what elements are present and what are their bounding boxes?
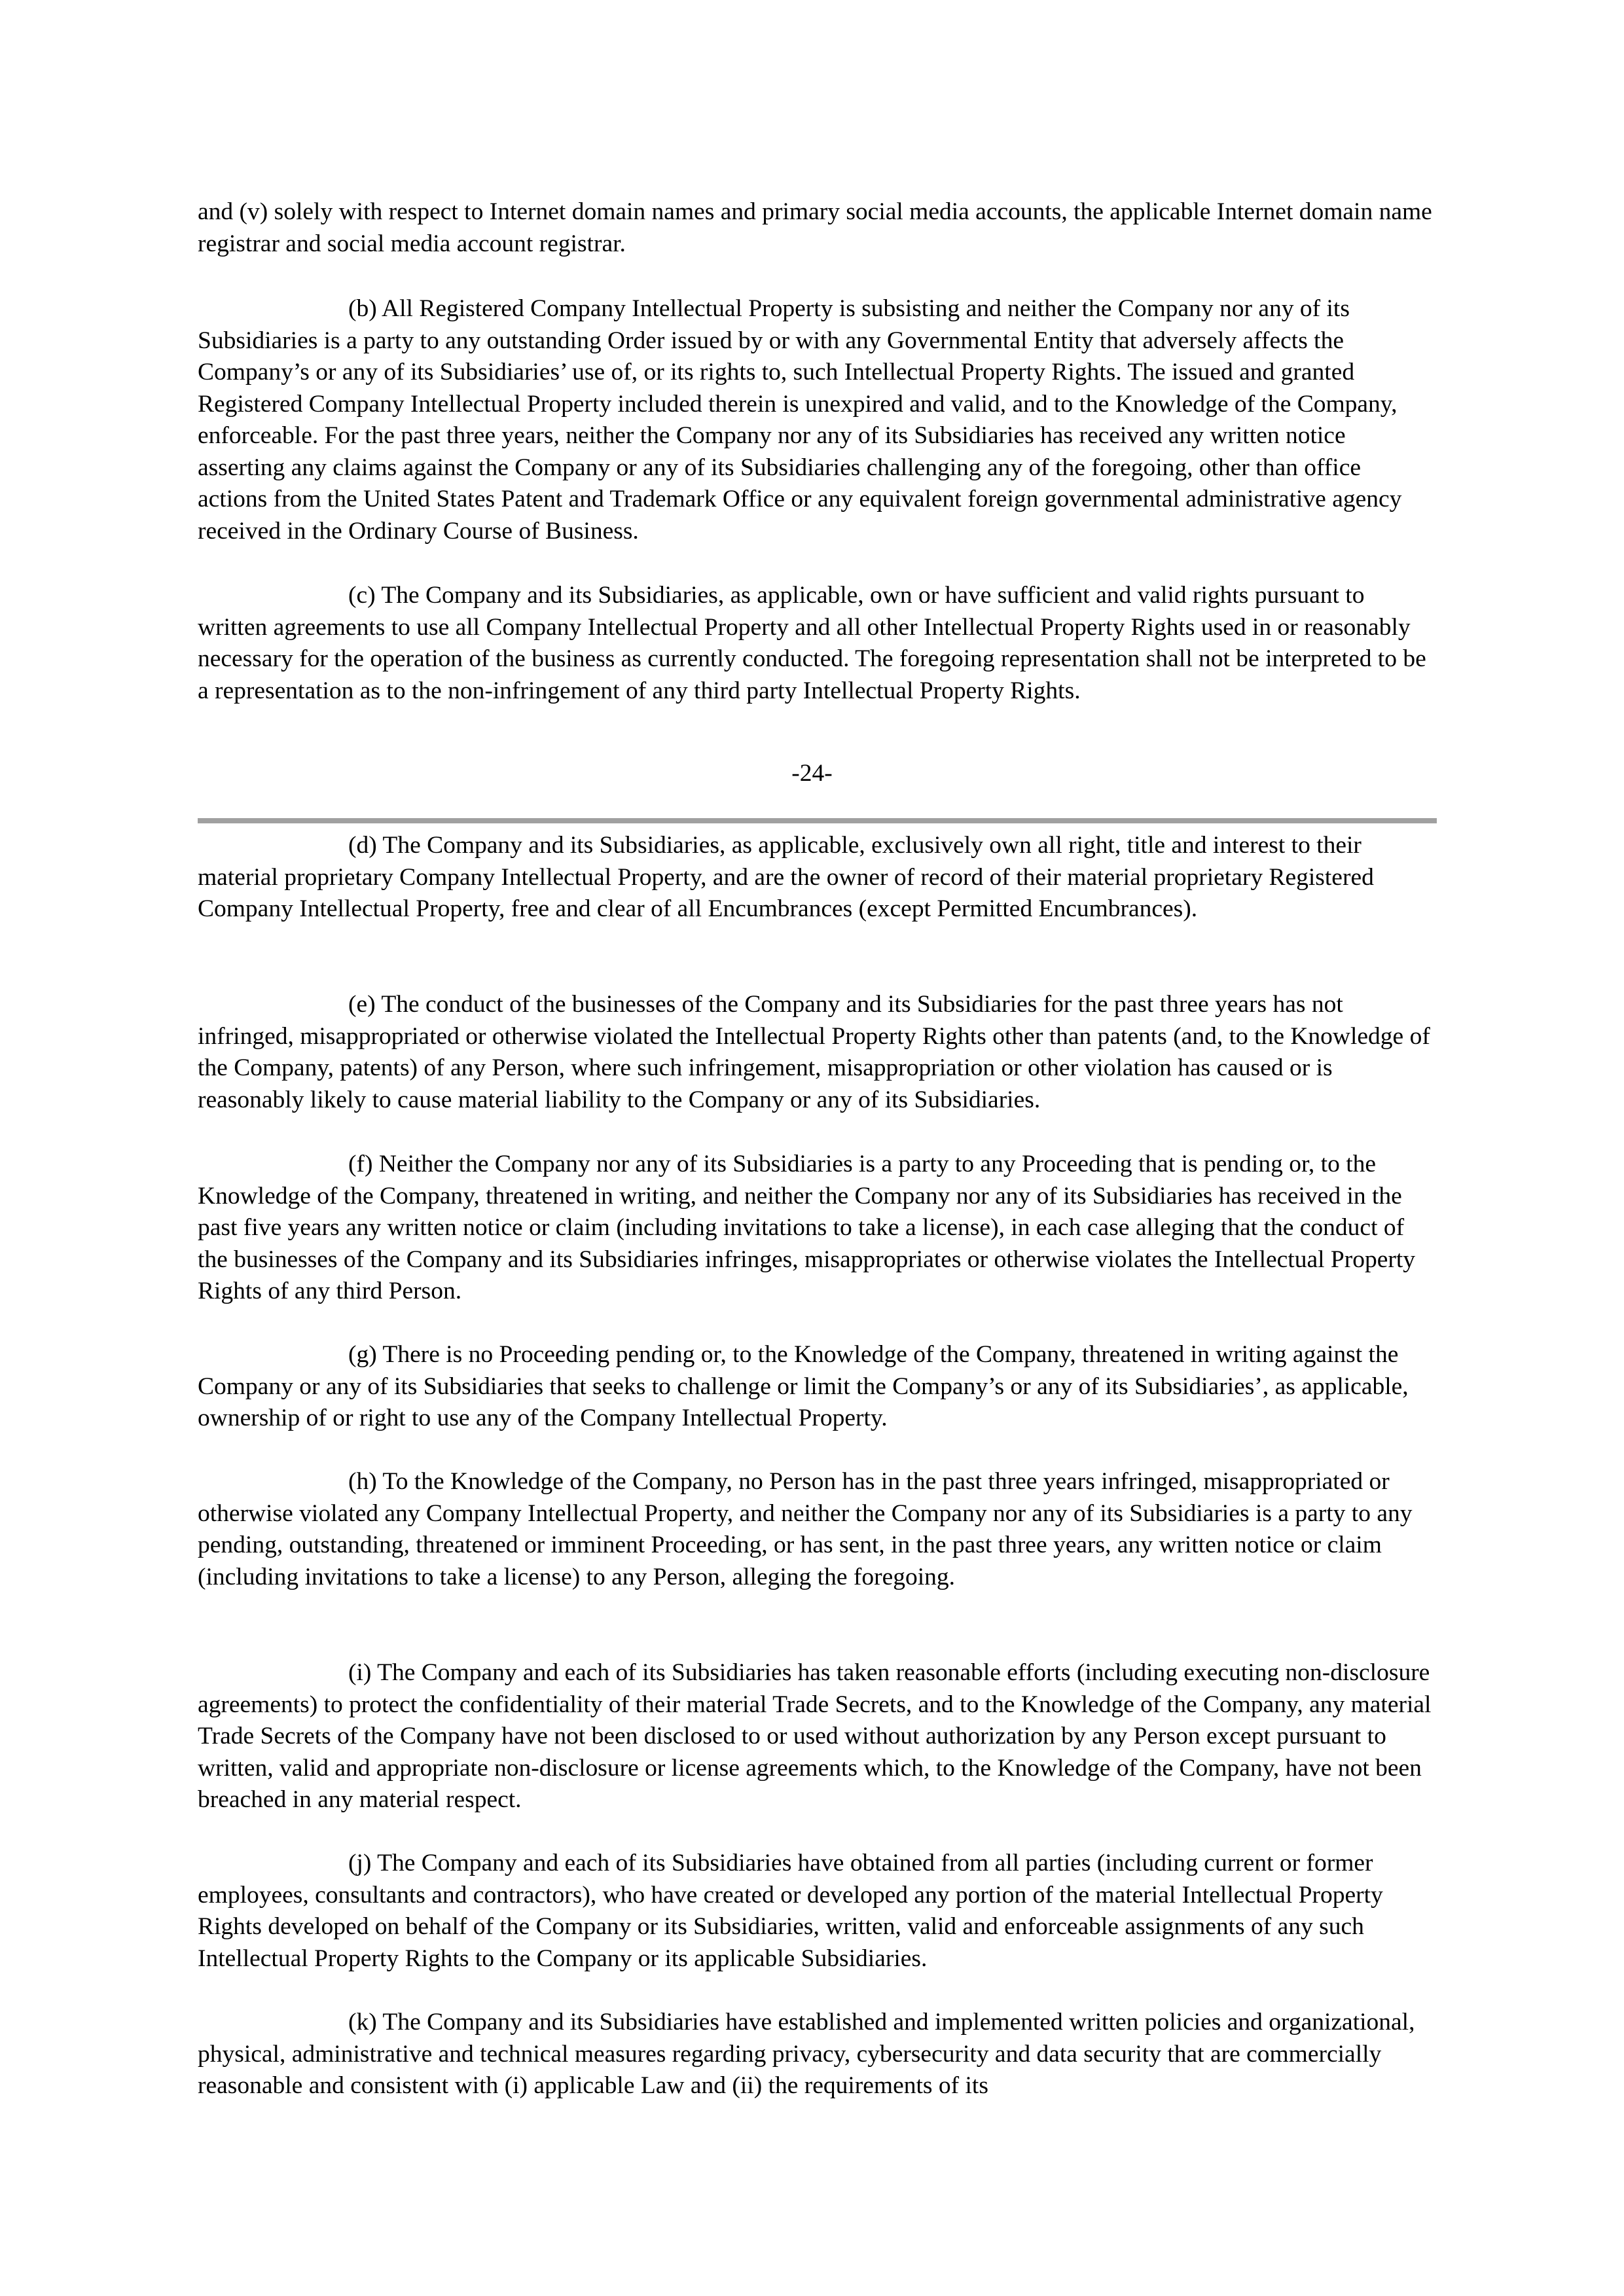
paragraph-j: (j) The Company and each of its Subsidiaries have obtained from all parties (including current or former employees, consultants and contractors), who have created or developed any portion of the material Intellectual Property Rights developed on behalf of the Company or its Subsidiaries, written, valid and enforceable assignments of any such Intellectual Property Rights to the Company or its applicable Subsidiaries. (198, 1850, 1383, 1972)
paragraph-c: (c) The Company and its Subsidiaries, as applicable, own or have sufficient and valid rights pursuant to written agreements to use all Company Intellectual Property and all other Intellectual Property Rights used in or reasonably necessary for the operation of the business as currently conducted. The foregoing representation shall not be interpreted to be a representation as to the non-infringement of any third party Intellectual Property Rights. (198, 582, 1426, 704)
page-number: -24- (791, 760, 833, 787)
paragraph-e: (e) The conduct of the businesses of the Company and its Subsidiaries for the past three years has not infringed, misappropriated or otherwise violated the Intellectual Property Rights other than patents (and, to the Knowledge of the Company, patents) of any Person, where such infringement, misappropriation or other violation has caused or is reasonably likely to cause material liability to the Company or any of its Subsidiaries. (198, 991, 1430, 1113)
paragraph-i: (i) The Company and each of its Subsidiaries has taken reasonable efforts (including executing non-disclosure agreements) to protect the confidentiality of their material Trade Secrets, and to the Knowledge of the Company, any material Trade Secrets of the Company have not been disclosed to or used without authorization by any Person except pursuant to written, valid and appropriate non-disclosure or license agreements which, to the Knowledge of the Company, have not been breached in any material respect. (198, 1659, 1432, 1813)
paragraph-f: (f) Neither the Company nor any of its Subsidiaries is a party to any Proceeding that is pending or, to the Knowledge of the Company, threatened in writing, and neither the Company nor any of its Subsidiaries has received in the past five years any written notice or claim (including invitations to take a license), in each case alleging that the conduct of the businesses of the Company and its Subsidiaries infringes, misappropriates or otherwise violates the Intellectual Property Rights of any third Person. (198, 1151, 1416, 1304)
paragraph-d: (d) The Company and its Subsidiaries, as applicable, exclusively own all right, title and interest to their material proprietary Company Intellectual Property, and are the owner of record of their material proprietary Registered Company Intellectual Property, free and clear of all Encumbrances (except Permitted Encumbrances). (198, 832, 1374, 922)
paragraph-g: (g) There is no Proceeding pending or, to the Knowledge of the Company, threatened in writing against the Company or any of its Subsidiaries that seeks to challenge or limit the Company’s or any of its Subsidiaries’, as applicable, ownership of or right to use any of the Company Intellectual Property. (198, 1341, 1409, 1431)
paragraph-k: (k) The Company and its Subsidiaries have established and implemented written policies and organizational, physical, administrative and technical measures regarding privacy, cybersecurity and data security that are commercially reasonable and consistent with (i) applicable Law and (ii) the requirements of its (198, 2009, 1415, 2099)
paragraph-a-continuation: and (v) solely with respect to Internet domain names and primary social media accounts, the applicable Internet domain name registrar and social media account registrar. (198, 198, 1432, 257)
paragraph-h: (h) To the Knowledge of the Company, no Person has in the past three years infringed, misappropriated or otherwise violated any Company Intellectual Property, and neither the Company nor any of its Subsidiaries is a party to any pending, outstanding, threatened or imminent Proceeding, or has sent, in the past three years, any written notice or claim (including invitations to take a license) to any Person, alleging the foregoing. (198, 1468, 1413, 1590)
page-break-rule (198, 818, 1437, 823)
paragraph-b: (b) All Registered Company Intellectual Property is subsisting and neither the Company nor any of its Subsidiaries is a party to any outstanding Order issued by or with any Governmental Entity that adversely affects the Company’s or any of its Subsidiaries’ use of, or its rights to, such Intellectual Property Rights. The issued and granted Registered Company Intellectual Property included therein is unexpired and valid, and to the Knowledge of the Company, enforceable. For the past three years, neither the Company nor any of its Subsidiaries has received any written notice asserting any claims against the Company or any of its Subsidiaries challenging any of the foregoing, other than office actions from the United States Patent and Trademark Office or any equivalent foreign governmental administrative agency received in the Ordinary Course of Business. (198, 295, 1402, 545)
